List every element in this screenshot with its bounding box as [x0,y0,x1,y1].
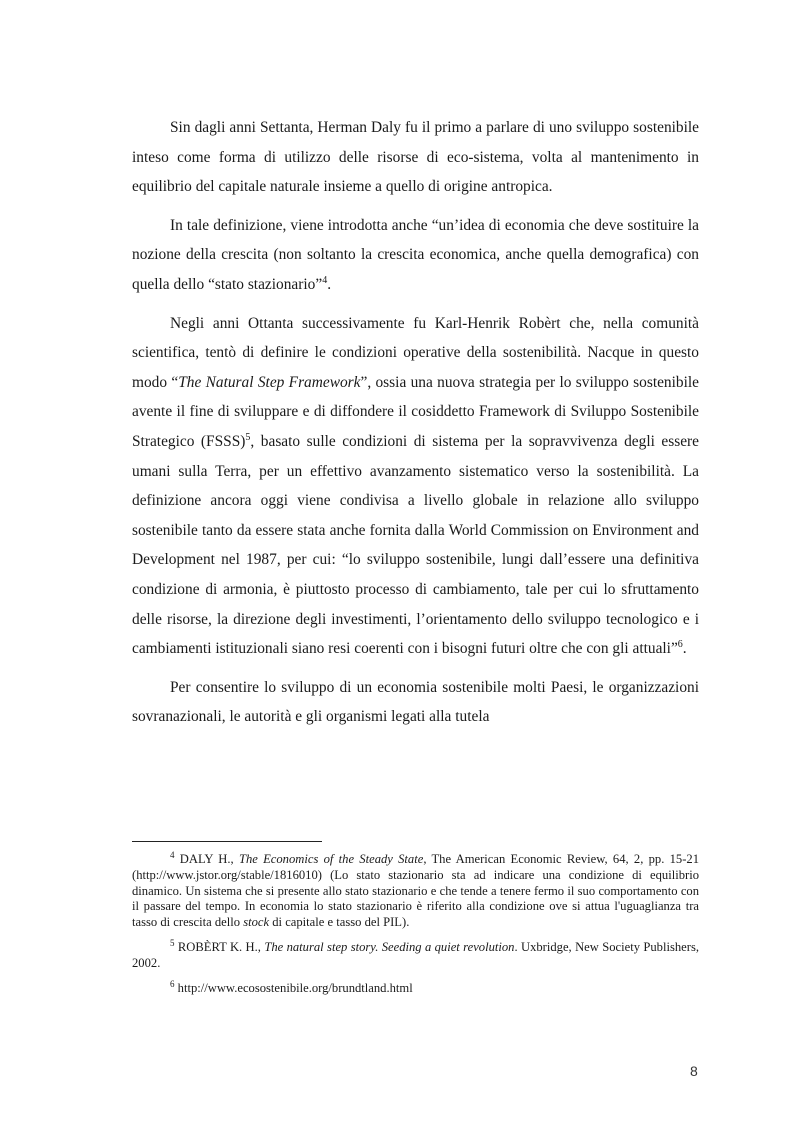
footnote-5: $^5$ ROBÈRT K. H., The natural step story. Seeding a quiet revolution. Uxbridge, New Society Publishers, 2002. [132,937,699,970]
paragraph-3: Negli anni Ottanta successivamente fu Karl-Henrik Robèrt che, nella comunità scientifica, tentò di definire le condizioni operative della sostenibilità. Nacque in questo modo “The Natural Step Framework”, ossia una nuova strategia per lo sviluppo sostenibile avente il fine di sviluppare e di diffondere il cosiddetto Framework di Sviluppo Sostenibile Strategico (FSSS)$^5$, basato sulle condizioni di sistema per la sopravvivenza degli essere umani sulla Terra, per un effettivo avanzamento sistematico verso la sostenibilità. La definizione ancora oggi viene condivisa a livello globale in relazione allo sviluppo sostenibile tanto da essere stata anche fornita dalla World Commission on Environment and Development nel 1987, per cui: “lo sviluppo sostenibile, lungi dall’essere una definitiva condizione di armonia, è piuttosto processo di cambiamento, tale per cui lo sfruttamento delle risorse, la direzione degli investimenti, l’orientamento dello sviluppo tecnologico e i cambiamenti istituzionali siano resi coerenti con i bisogni futuri oltre che con gli attuali”$^6$. [132,314,699,658]
footnote-mark: 4 [170,849,175,860]
footnote-6 [132,978,699,997]
paragraph-4: Per consentire lo sviluppo di un economia sostenibile molti Paesi, le organizzazioni sovranazionali, le autorità e gli organismi legati alla tutela [132,678,699,726]
footnote-link[interactable]: http://www.ecosostenibile.org/brundtland.html [177,980,413,995]
footnote-ref-6: 6 [677,638,683,650]
footnote-ref-5: 5 [245,431,251,443]
footnotes [132,849,700,1005]
footnote-mark: 6 [170,978,175,989]
page-number: 8 [690,1063,698,1079]
body-text [132,113,699,741]
paragraph-2: In tale definizione, viene introdotta anche “un’idea di economia che deve sostituire la nozione della crescita (non soltanto la crescita economica, anche quella demografica) con quella dello “stato stazionario”$^4$. [132,216,699,293]
footnote-mark: 5 [170,937,175,948]
italic-title: The Natural Step Framework [178,373,361,391]
footnote-divider [132,841,322,842]
paragraph-1: Sin dagli anni Settanta, Herman Daly fu il primo a parlare di uno sviluppo sostenibile inteso come forma di utilizzo delle risorse di eco-sistema, volta al mantenimento in equilibrio del capitale naturale insieme a quello di origine antropica. [132,119,699,196]
footnote-ref-4: 4 [322,274,328,286]
footnote-4: $^4$ DALY H., The Economics of the Steady State, The American Economic Review, 64, 2, pp. 15-21 (http://www.jstor.org/stable/1816010) (Lo stato stazionario sta ad indicare una condizione di equilibrio dinamico. Un sistema che si presente allo stato stazionario e che tende a tenere fermo il suo comportamento con il passare del tempo. In economia lo stato stazionario è riferito alla condizione ove si attua l'uguaglianza tra tasso di crescita dello stock di capitale e tasso del PIL). [132,849,700,930]
